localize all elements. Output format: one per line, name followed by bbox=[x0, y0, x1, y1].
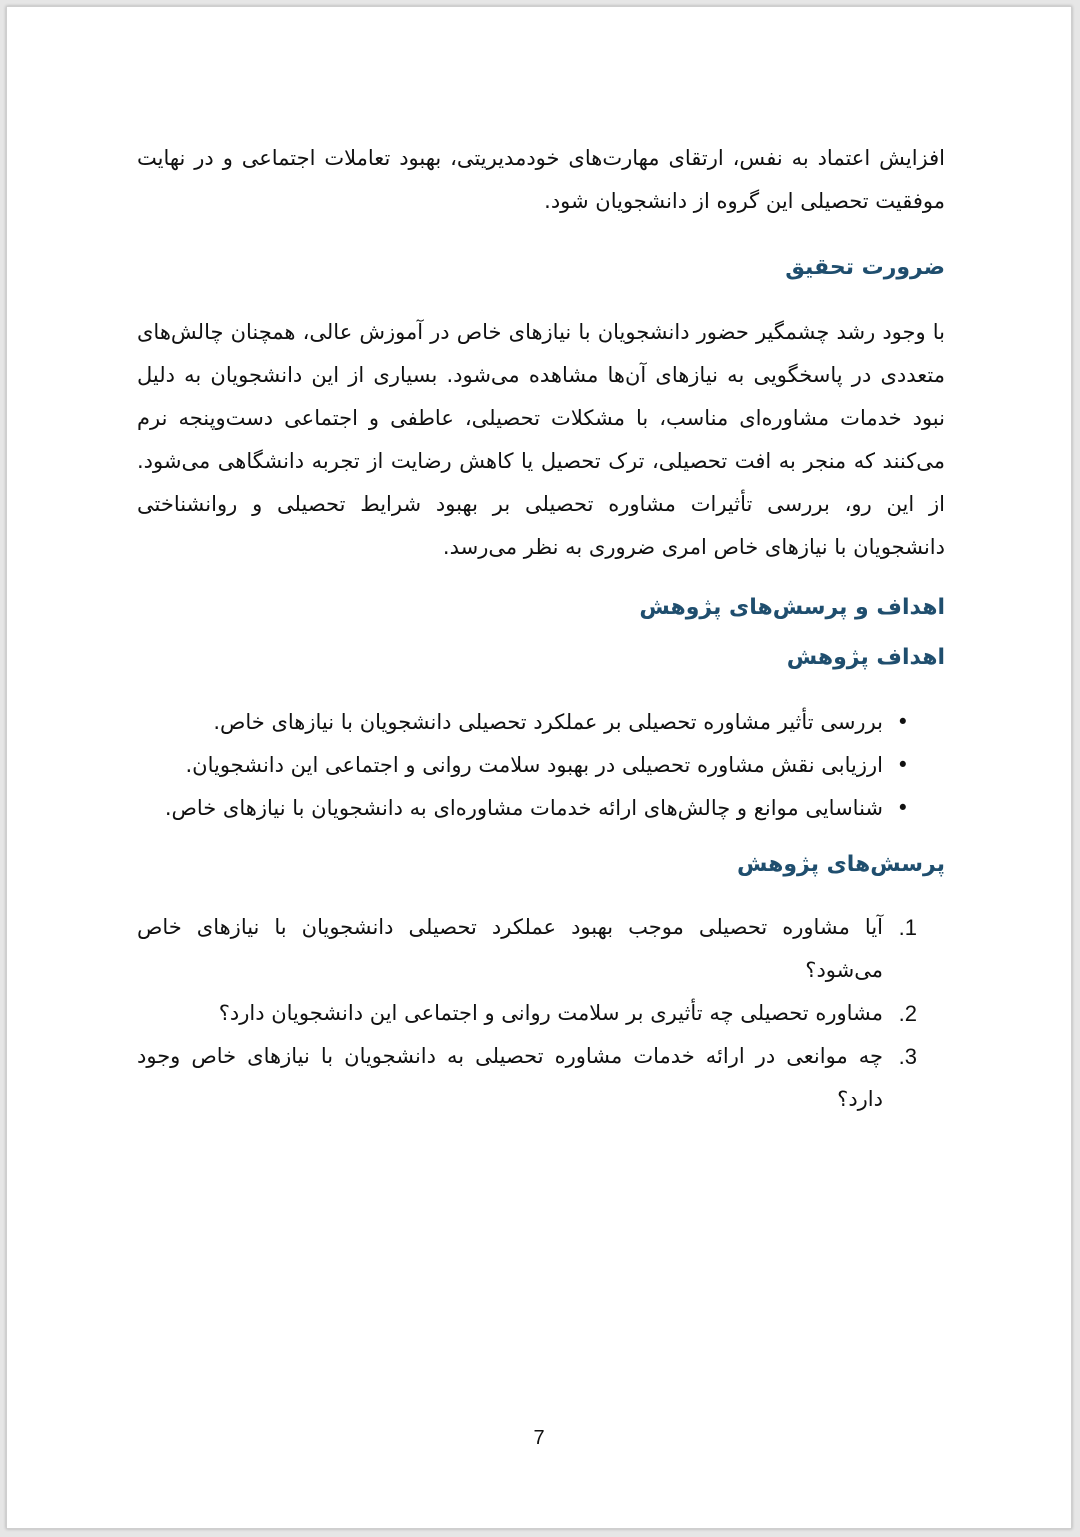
question-number: 3. bbox=[898, 1044, 917, 1069]
bullet-icon: • bbox=[896, 796, 909, 820]
page-content bbox=[137, 137, 945, 1121]
question-number: 1. bbox=[898, 915, 917, 940]
page-number: 7 bbox=[533, 1427, 545, 1449]
question-text: چه موانعی در ارائه خدمات مشاوره تحصیلی به دانشجویان با نیازهای خاص وجود دارد؟ bbox=[137, 1044, 883, 1111]
heading-research-objectives: اهداف پژوهش bbox=[786, 645, 945, 670]
objective-text: ارزیابی نقش مشاوره تحصیلی در بهبود سلامت روانی و اجتماعی این دانشجویان. bbox=[185, 753, 883, 777]
heading-research-questions: پرسش‌های پژوهش bbox=[737, 852, 945, 877]
question-text: آیا مشاوره تحصیلی موجب بهبود عملکرد تحصیلی دانشجویان با نیازهای خاص می‌شود؟ bbox=[137, 915, 883, 982]
heading-goals-and-questions: اهداف و پرسش‌های پژوهش bbox=[639, 595, 945, 620]
objectives-list bbox=[137, 701, 945, 830]
objective-text: بررسی تأثیر مشاوره تحصیلی بر عملکرد تحصیلی دانشجویان با نیازهای خاص. bbox=[213, 710, 883, 734]
list-item bbox=[137, 787, 945, 830]
list-item bbox=[137, 701, 945, 744]
question-text: مشاوره تحصیلی چه تأثیری بر سلامت روانی و اجتماعی این دانشجویان دارد؟ bbox=[218, 1001, 883, 1025]
list-item bbox=[137, 906, 945, 992]
bullet-icon: • bbox=[896, 753, 909, 777]
document-page bbox=[6, 6, 1072, 1529]
heading-research-necessity: ضرورت تحقیق bbox=[785, 255, 945, 280]
bullet-icon: • bbox=[896, 710, 909, 734]
list-item bbox=[137, 992, 945, 1035]
list-item bbox=[137, 744, 945, 787]
question-number: 2. bbox=[898, 1001, 917, 1026]
questions-list bbox=[137, 906, 945, 1121]
research-necessity-paragraph: با وجود رشد چشمگیر حضور دانشجویان با نیازهای خاص در آموزش عالی، همچنان چالش‌های متعددی در پاسخگویی به نیازهای آن‌ها مشاهده می‌شود. بسیاری از این دانشجویان به دلیل نبود خدمات مشاوره‌ای مناسب، با مشکلات تحصیلی، عاطفی و اجتماعی دست‌وپنجه نرم می‌کنند که منجر به افت تحصیلی، ترک تحصیل یا کاهش رضایت از تجربه دانشگاهی می‌شود. از این رو، بررسی تأثیرات مشاوره تحصیلی بر بهبود شرایط تحصیلی و روانشناختی دانشجویان با نیازهای خاص امری ضروری به نظر می‌رسد. bbox=[137, 320, 945, 559]
list-item bbox=[137, 1035, 945, 1121]
objective-text: شناسایی موانع و چالش‌های ارائه خدمات مشاوره‌ای به دانشجویان با نیازهای خاص. bbox=[164, 796, 883, 820]
intro-paragraph: افزایش اعتماد به نفس، ارتقای مهارت‌های خودمدیریتی، بهبود تعاملات اجتماعی و در نهایت موفقیت تحصیلی این گروه از دانشجویان شود. bbox=[137, 146, 945, 213]
